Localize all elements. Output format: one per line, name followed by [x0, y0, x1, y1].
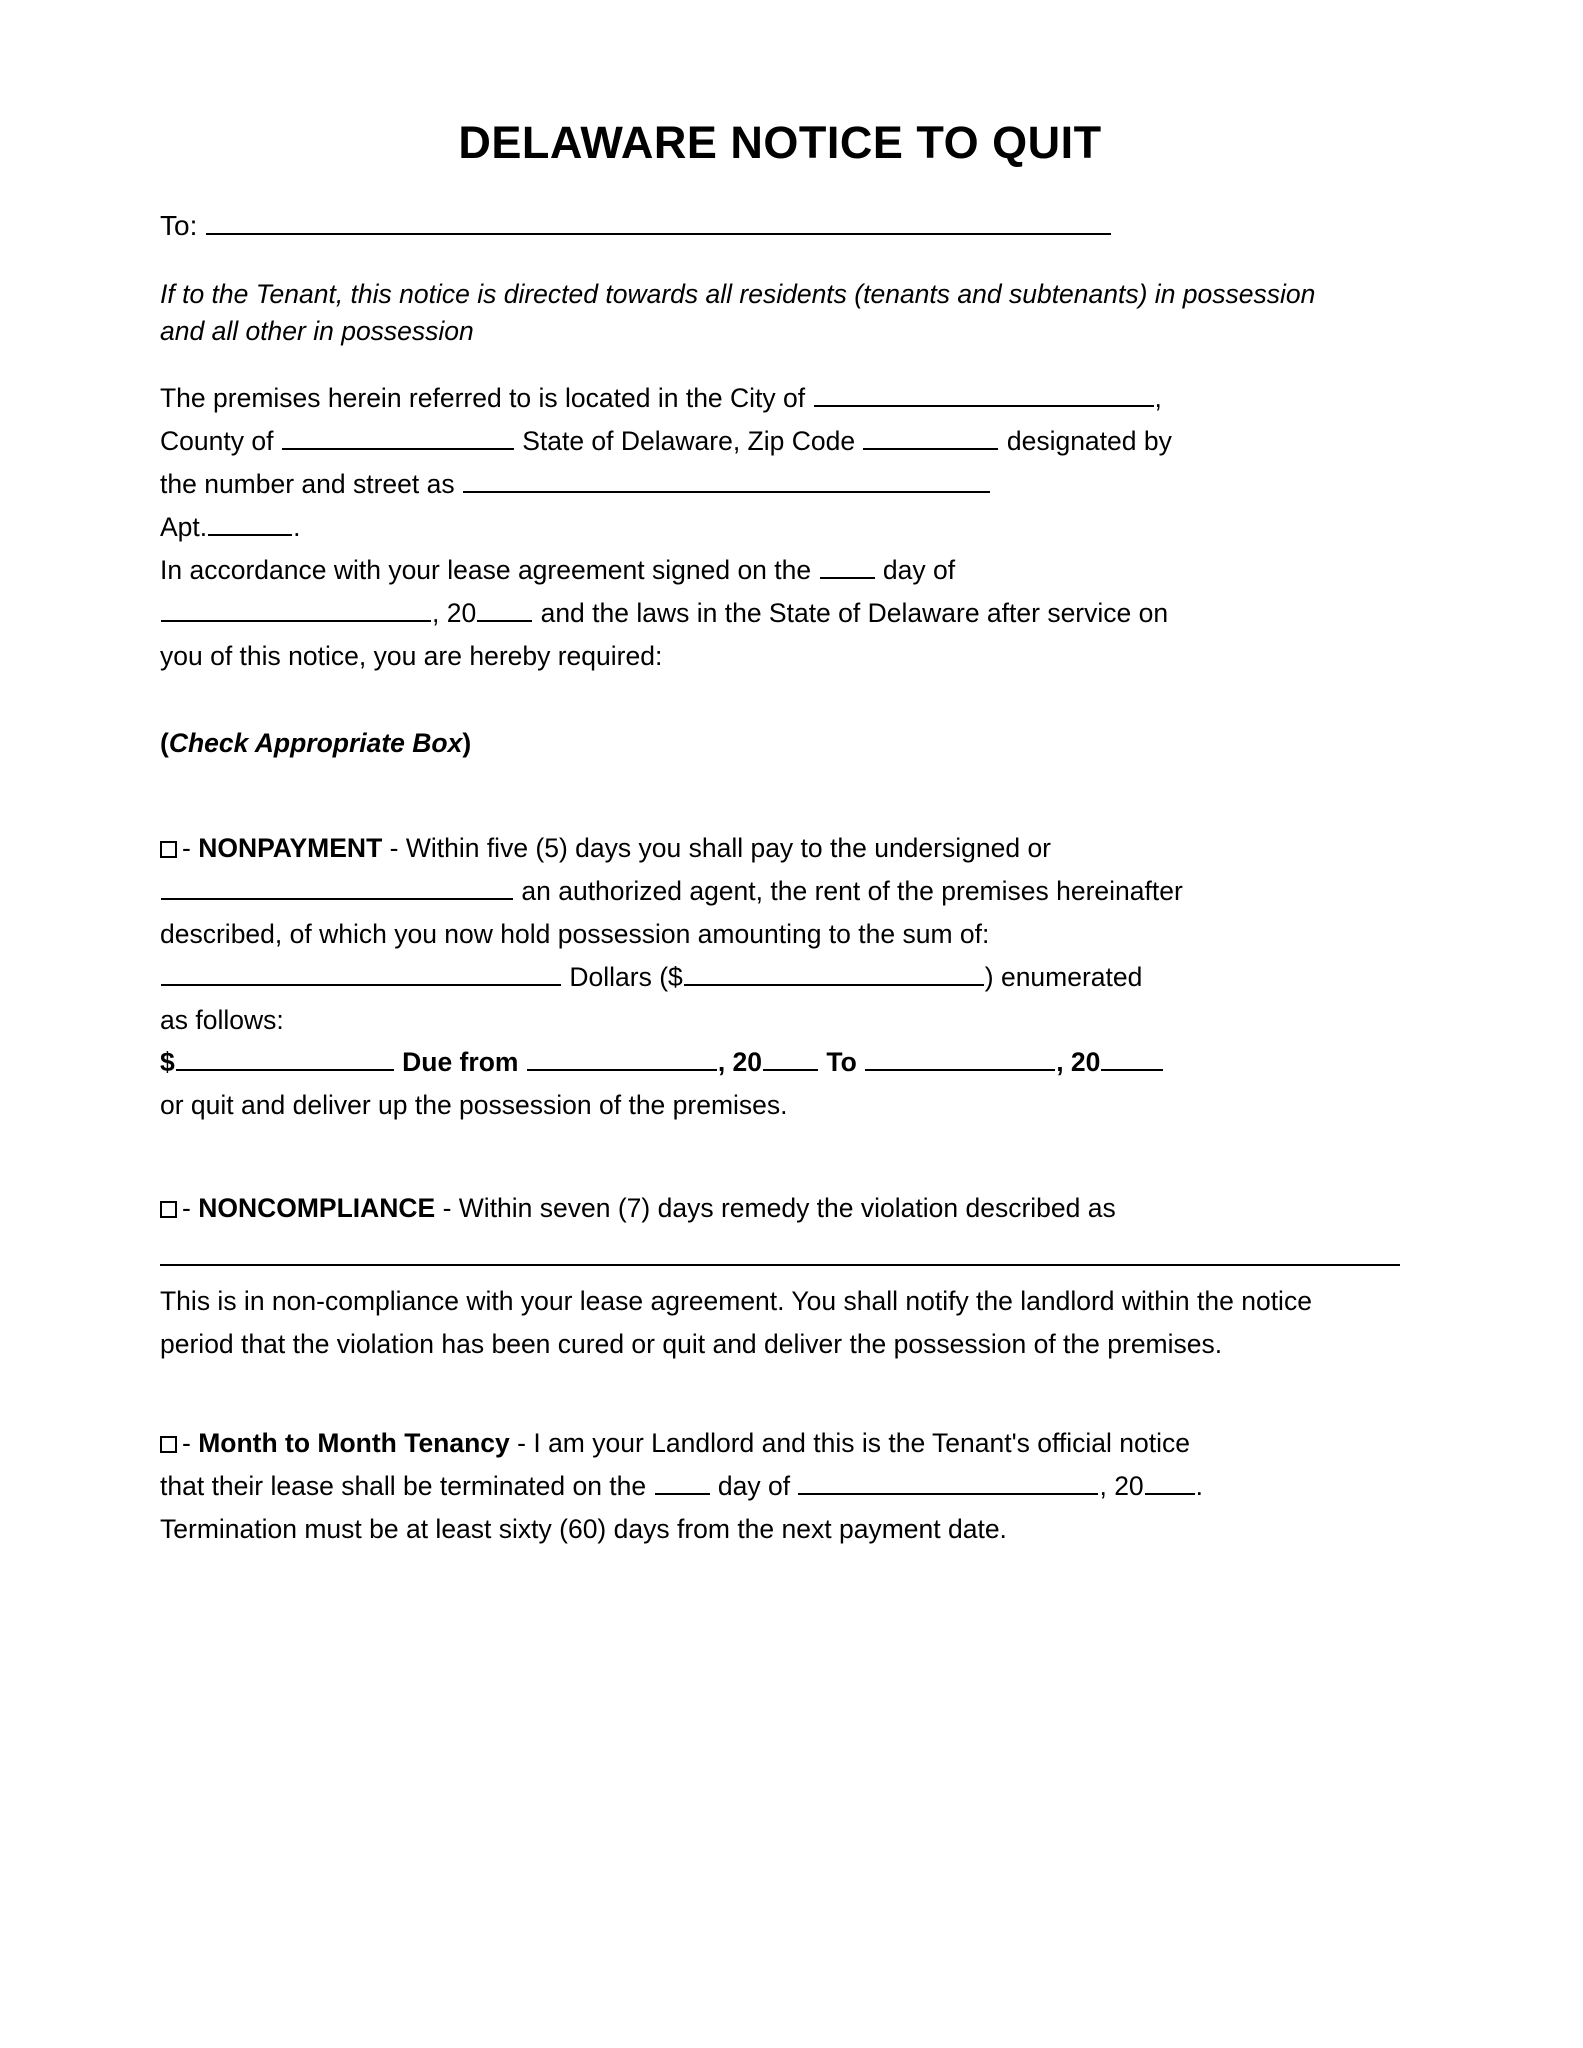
check-box-instruction [160, 722, 1400, 765]
street-blank[interactable] [463, 464, 990, 494]
nonpayment-heading: NONPAYMENT [198, 832, 383, 863]
termination-year-blank[interactable] [1145, 1465, 1195, 1495]
termination-year-prefix: , 20 [1099, 1471, 1144, 1501]
checkbox-icon[interactable] [160, 1436, 177, 1453]
designated-by-label: designated by [1006, 426, 1172, 457]
due-to-date-blank[interactable] [865, 1042, 1055, 1072]
lease-day-of-label: day of [882, 555, 956, 586]
due-from-label: Due from [402, 1047, 519, 1078]
noncompliance-dash: - [182, 1193, 191, 1224]
dollars-label: Dollars ($ [569, 961, 683, 992]
month-to-month-line-1 [160, 1422, 1400, 1465]
lease-month-blank[interactable] [161, 592, 431, 622]
to-label-schedule: To [826, 1047, 857, 1078]
checkbox-icon[interactable] [160, 841, 177, 858]
month-to-month-line-2 [160, 1465, 1400, 1508]
termination-label: that their lease shall be terminated on the [160, 1471, 647, 1501]
apt-blank[interactable] [208, 506, 292, 536]
month-to-month-line-3: Termination must be at least sixty (60) days from the next payment date. [160, 1513, 1007, 1544]
street-label: the number and street as [160, 469, 455, 500]
paren-open: ( [160, 727, 169, 758]
nonpayment-line-3: described, of which you now hold possession amounting to the sum of: [160, 918, 990, 949]
nonpayment-line2-text: an authorized agent, the rent of the premises hereinafter [521, 875, 1183, 906]
nonpayment-dash: - [182, 832, 191, 863]
premises-street-line [160, 463, 1400, 506]
nonpayment-line1-text: - Within five (5) days you shall pay to the undersigned or [389, 832, 1052, 863]
premises-city-label: The premises herein referred to is located in the City of [160, 383, 806, 414]
lease-signed-label: In accordance with your lease agreement signed on the [160, 555, 812, 586]
to-line [160, 203, 1400, 248]
state-zip-label: State of Delaware, Zip Code [522, 426, 856, 457]
city-comma: , [1154, 383, 1162, 414]
nonpayment-line-1 [160, 827, 1400, 870]
month-to-month-dash: - [182, 1428, 191, 1459]
lease-year-blank[interactable] [477, 592, 532, 622]
sum-words-blank[interactable] [161, 956, 561, 986]
paren-close: ) [462, 727, 472, 758]
zip-blank[interactable] [863, 421, 998, 451]
due-from-year-blank[interactable] [763, 1042, 818, 1072]
enumerated-label: ) enumerated [984, 961, 1143, 992]
premises-city-line [160, 377, 1400, 420]
lease-year-prefix: , 20 [432, 598, 477, 629]
dollar-sign: $ [160, 1047, 175, 1078]
lease-line-2 [160, 592, 1400, 635]
checkbox-icon[interactable] [160, 1201, 177, 1218]
noncompliance-paragraph: This is in non-compliance with your lease agreement. You shall notify the landlord within the notice period that the violation has been cured or quit and deliver the possession of the premises. [160, 1286, 1312, 1360]
due-to-year-blank[interactable] [1101, 1042, 1163, 1072]
to-blank[interactable] [206, 205, 1111, 235]
noncompliance-line-1 [160, 1187, 1400, 1230]
nonpayment-line-5: as follows: [160, 1004, 284, 1035]
month-to-month-heading: Month to Month Tenancy [198, 1428, 510, 1459]
termination-day-blank[interactable] [655, 1465, 710, 1495]
check-box-instruction-text: Check Appropriate Box [168, 727, 463, 758]
noncompliance-heading: NONCOMPLIANCE [198, 1193, 436, 1224]
due-to-year-prefix: , 20 [1056, 1047, 1101, 1078]
nonpayment-line-7: or quit and deliver up the possession of the premises. [160, 1090, 788, 1121]
to-label: To: [160, 210, 198, 241]
lease-day-blank[interactable] [820, 549, 875, 579]
county-blank[interactable] [282, 421, 514, 451]
termination-day-of-label: day of [717, 1471, 791, 1501]
lease-laws-label: and the laws in the State of Delaware after service on [540, 598, 1169, 629]
lease-line-3: you of this notice, you are hereby required: [160, 641, 663, 672]
schedule-amount-blank[interactable] [176, 1042, 394, 1072]
city-blank[interactable] [814, 378, 1154, 408]
county-label: County of [160, 426, 274, 457]
apt-period: . [293, 512, 301, 543]
premises-county-line [160, 420, 1400, 463]
apt-label: Apt. [160, 512, 208, 543]
document-sheet [160, 0, 1400, 2048]
page-title: DELAWARE NOTICE TO QUIT [458, 117, 1102, 168]
termination-month-blank[interactable] [798, 1465, 1098, 1495]
termination-period: . [1195, 1471, 1204, 1501]
tenant-note: If to the Tenant, this notice is directed towards all residents (tenants and subtenants) in possession and all other in possession [160, 279, 1316, 346]
premises-apt-line [160, 506, 1400, 549]
agent-blank[interactable] [161, 870, 513, 900]
month-to-month-line1-text: - I am your Landlord and this is the Tenant's official notice [517, 1428, 1191, 1459]
due-from-year-prefix: , 20 [717, 1047, 763, 1078]
due-from-date-blank[interactable] [527, 1042, 717, 1072]
noncompliance-line1-text: - Within seven (7) days remedy the violation described as [442, 1193, 1116, 1224]
sum-amount-blank[interactable] [684, 956, 984, 986]
nonpayment-line-4 [160, 956, 1400, 999]
nonpayment-schedule-line [160, 1041, 1400, 1084]
nonpayment-line-2 [160, 870, 1400, 913]
lease-line-1 [160, 549, 1400, 592]
